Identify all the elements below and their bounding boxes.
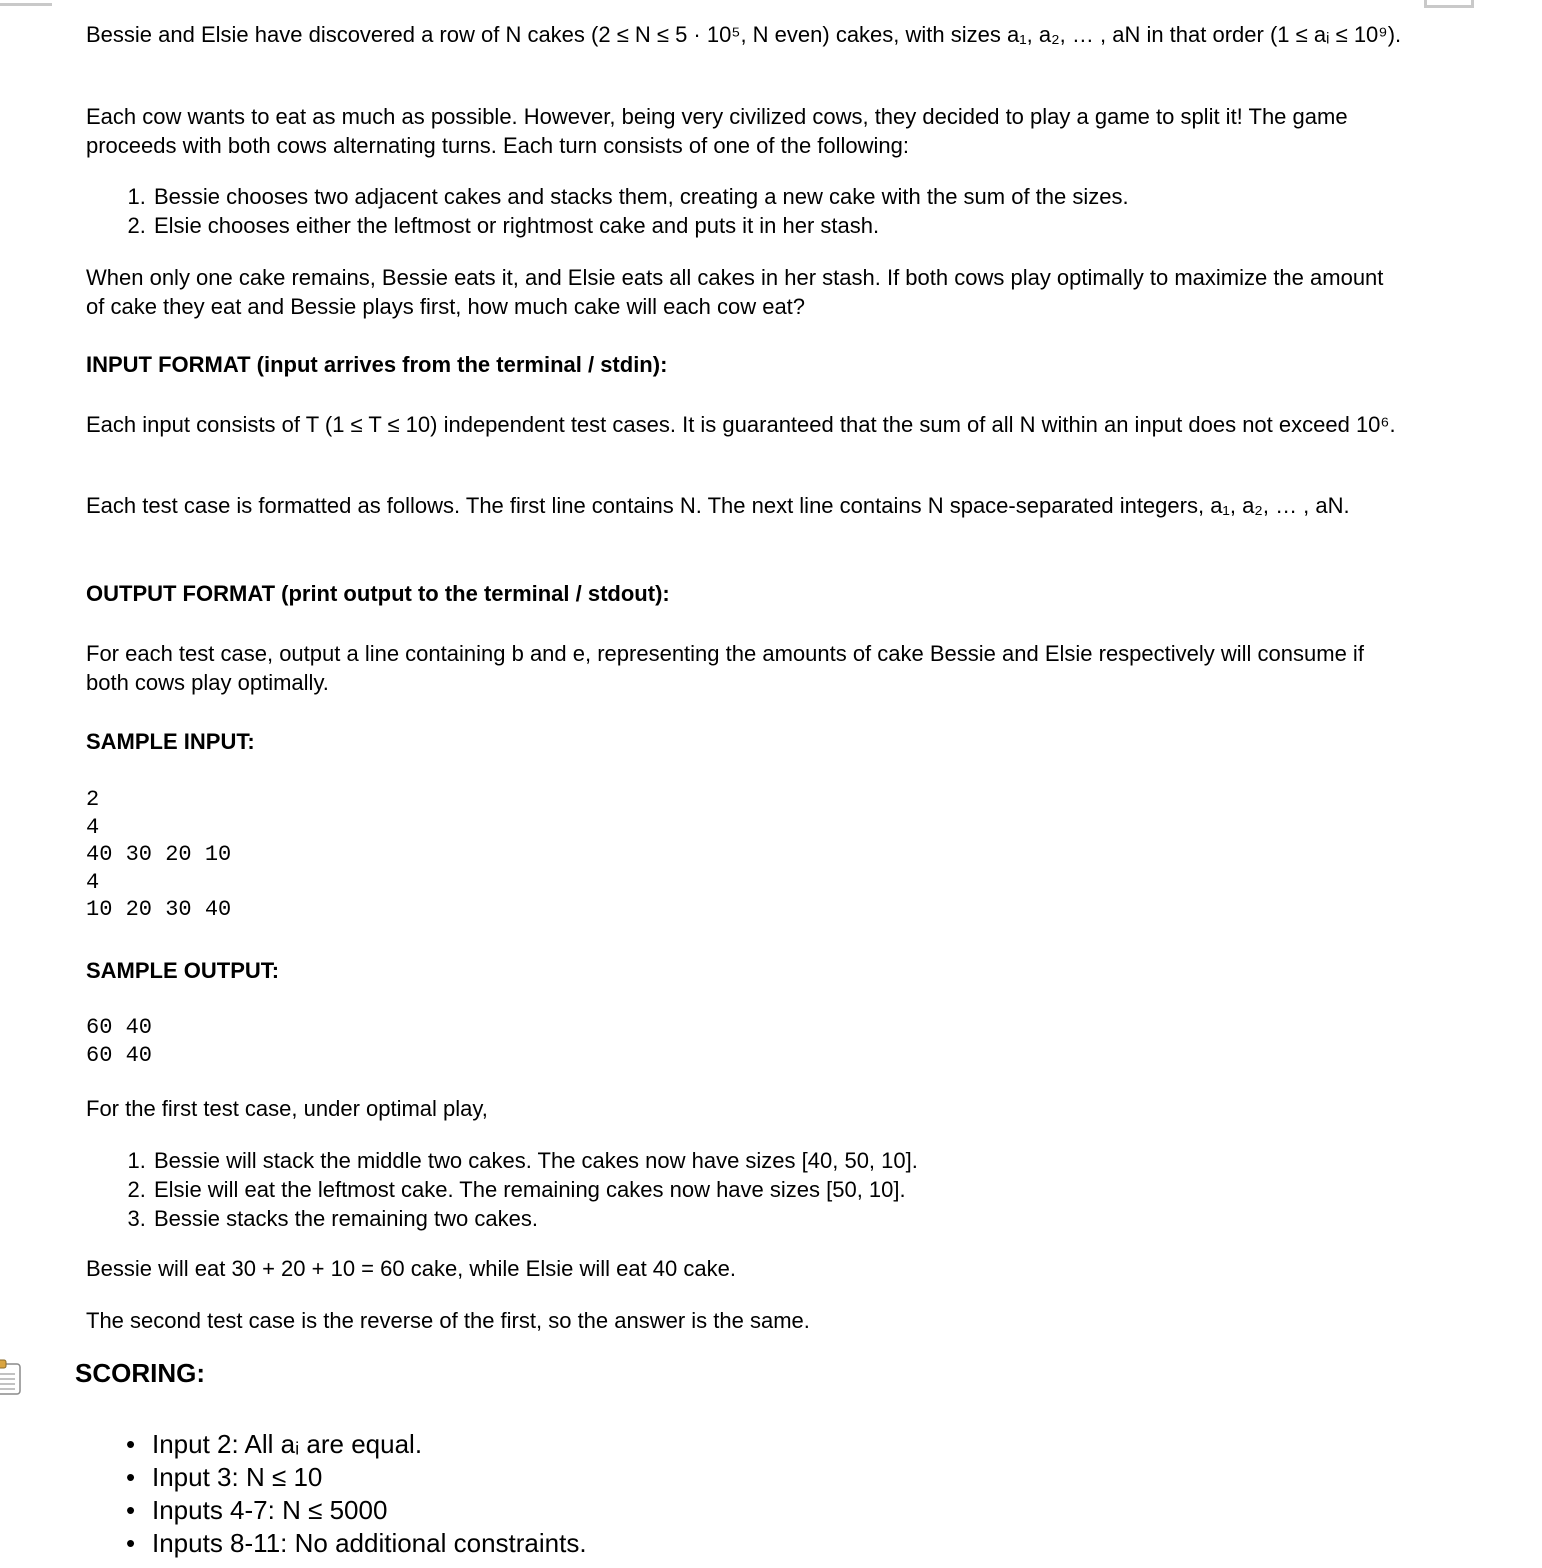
sample-input-line: 2 [86,787,100,812]
explanation-second-case: The second test case is the reverse of the first, so the answer is the same. [86,1308,810,1333]
statement-paragraph-1: Bessie and Elsie have discovered a row of N cakes (2 ≤ N ≤ 5 · 10⁵, N even) cakes, with sizes a₁, a₂, … , aN in that order (1 ≤ aᵢ ≤ 10⁹). [86,22,1402,47]
sample-output-line: 60 40 [86,1042,153,1068]
scoring-heading: SCORING: [75,1358,205,1388]
explanation-step: 1. Bessie will stack the middle two cakes. The cakes now have sizes [40, 50, 10]. [152,1146,1412,1175]
output-format-paragraph: For each test case, output a line containing b and e, representing the amounts of cake Bessie and Elsie respectively will consume if both cows play optimally. [86,641,1364,695]
game-rules-list [86,182,1412,240]
scoring-item: • Input 3: N ≤ 10 [152,1461,1352,1494]
scoring-item: • Input 2: All aᵢ are equal. [152,1428,1352,1461]
sample-output-block [86,1014,152,1069]
sample-input-line: 4 [86,869,100,895]
explanation-intro: For the first test case, under optimal play, [86,1096,488,1121]
scoring-item: • Inputs 4-7: N ≤ 5000 [152,1494,1352,1527]
input-format-heading: INPUT FORMAT (input arrives from the terminal / stdin): [86,352,668,377]
explanation-step: 3. Bessie stacks the remaining two cakes. [152,1204,1412,1233]
output-format-heading: OUTPUT FORMAT (print output to the terminal / stdout): [86,581,670,606]
sample-input-line: 40 30 20 10 [86,842,232,868]
rule-item: 2. Elsie chooses either the leftmost or rightmost cake and puts it in her stash. [152,211,1412,240]
sample-input-line: 10 20 30 40 [86,897,232,923]
statement-paragraph-2: Each cow wants to eat as much as possible. However, being very civilized cows, they decided to play a game to split it! The game proceeds with both cows alternating turns. Each turn consists of one of the following: [86,104,1348,158]
notes-icon[interactable] [0,1358,22,1396]
explanation-step: 2. Elsie will eat the leftmost cake. The remaining cakes now have sizes [50, 10]. [152,1175,1412,1204]
sample-input-line: 4 [86,814,100,840]
sample-input-heading: SAMPLE INPUT: [86,729,255,754]
rule-item: 1. Bessie chooses two adjacent cakes and stacks them, creating a new cake with the sum of the sizes. [152,182,1412,211]
explanation-steps [86,1146,1412,1233]
input-format-paragraph-1: Each input consists of T (1 ≤ T ≤ 10) independent test cases. It is guaranteed that the sum of all N within an input does not exceed 10⁶. [86,412,1396,437]
scoring-item: • Inputs 8-11: No additional constraints. [152,1527,1352,1560]
statement-paragraph-3: When only one cake remains, Bessie eats it, and Elsie eats all cakes in her stash. If both cows play optimally to maximize the amount of cake they eat and Bessie plays first, how much cake will each cow eat? [86,265,1384,319]
sample-input-block [86,786,231,924]
window-corner-left [0,0,52,6]
explanation-result: Bessie will eat 30 + 20 + 10 = 60 cake, while Elsie will eat 40 cake. [86,1256,736,1281]
sample-output-line: 60 40 [86,1015,153,1040]
scoring-list [86,1428,1352,1560]
window-corner-right [1424,0,1474,8]
input-format-paragraph-2: Each test case is formatted as follows. The first line contains N. The next line contains N space-separated integers, a₁, a₂, … , aN. [86,493,1350,518]
sample-output-heading: SAMPLE OUTPUT: [86,958,280,983]
